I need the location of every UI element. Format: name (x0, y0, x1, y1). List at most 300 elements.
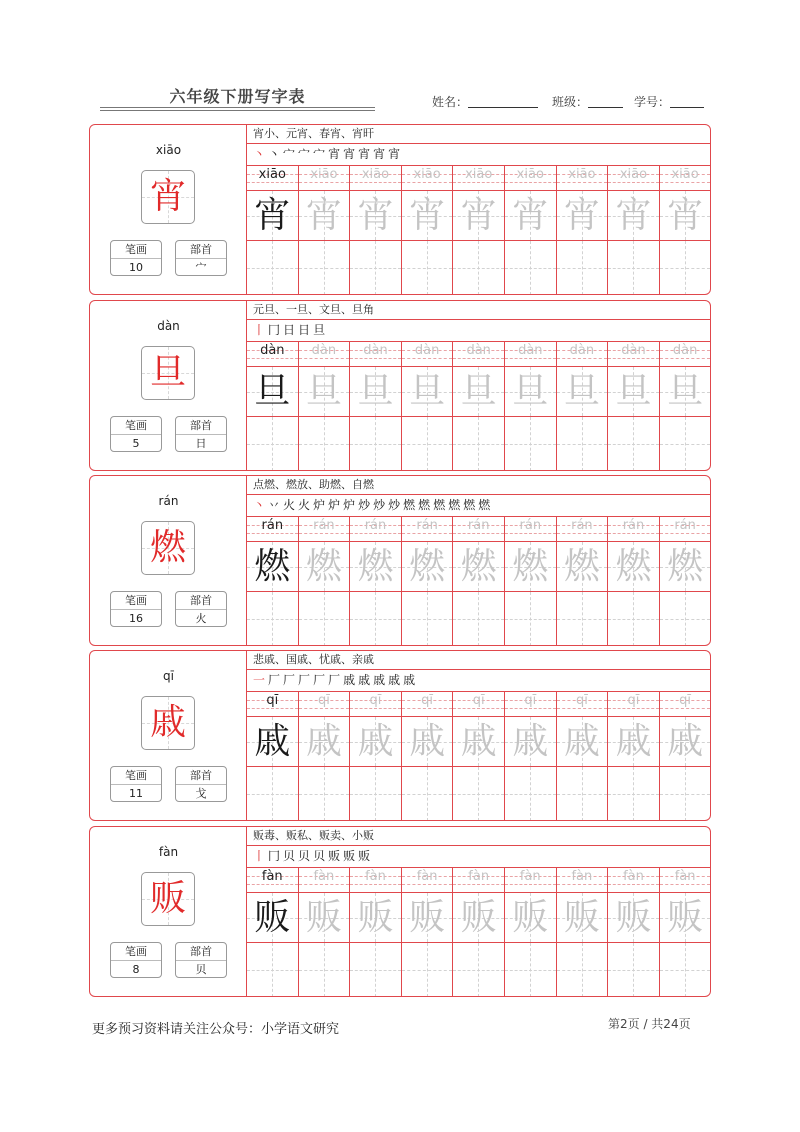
stroke-step: 贩 (358, 849, 371, 863)
trace-pinyin: rán (622, 518, 645, 533)
practice-panel (247, 125, 711, 294)
radical-label: 部首 (176, 943, 226, 961)
trace-pinyin: qī (369, 693, 382, 708)
radical-box (175, 766, 227, 802)
trace-pinyin: xiāo (413, 167, 441, 182)
practice-cell[interactable] (299, 342, 351, 471)
blank-writing-box[interactable] (453, 241, 504, 295)
trace-character: 戚 (305, 721, 342, 762)
practice-cell[interactable] (660, 692, 711, 821)
character-red: 燃 (149, 527, 186, 568)
stroke-step: 贝 (298, 849, 311, 863)
blank-writing-box[interactable] (350, 592, 401, 646)
stroke-count-box (110, 942, 162, 978)
trace-pinyin: qī (421, 693, 434, 708)
character-red: 贩 (149, 878, 186, 919)
practice-cell[interactable] (608, 166, 660, 295)
blank-writing-box[interactable] (350, 943, 401, 997)
trace-pinyin: qī (524, 693, 537, 708)
example-words: 元旦、一旦、文旦、旦角 (253, 303, 374, 316)
trace-character: 戚 (667, 721, 704, 762)
stroke-step: 戚 (403, 673, 416, 687)
trace-pinyin: fàn (674, 869, 696, 884)
character-card (89, 826, 711, 997)
practice-cell[interactable] (299, 166, 351, 295)
trace-character: 宵 (409, 195, 446, 236)
trace-pinyin: rán (416, 518, 438, 533)
practice-grid (247, 517, 711, 646)
blank-writing-box[interactable] (402, 417, 453, 471)
practice-panel (247, 476, 711, 645)
character-info-panel (90, 476, 247, 645)
trace-character: 宵 (357, 195, 394, 236)
blank-writing-box[interactable] (608, 241, 659, 295)
model-character: 戚 (254, 721, 291, 762)
blank-writing-box[interactable] (660, 417, 711, 471)
stroke-step: 冂 (268, 849, 281, 863)
radical-box (175, 942, 227, 978)
page-header (0, 0, 800, 120)
stroke-step: 宀 (283, 147, 296, 161)
title-underline-2 (100, 110, 375, 111)
stroke-step: 贩 (328, 849, 341, 863)
practice-cell[interactable] (453, 517, 505, 646)
stroke-step: 日 (298, 323, 311, 337)
practice-cell[interactable] (350, 517, 402, 646)
character-card (89, 475, 711, 646)
stroke-step: 燃 (478, 498, 491, 512)
stroke-step: 宵 (328, 147, 341, 161)
practice-cell[interactable] (608, 868, 660, 997)
stroke-step: 戚 (343, 673, 356, 687)
practice-cell[interactable] (660, 517, 711, 646)
character-pinyin: xiāo (155, 143, 182, 157)
trace-character: 燃 (667, 546, 704, 587)
radical-label: 部首 (176, 767, 226, 785)
trace-pinyin: rán (571, 518, 593, 533)
blank-writing-box[interactable] (299, 592, 350, 646)
trace-character: 贩 (615, 897, 652, 938)
blank-writing-box[interactable] (247, 592, 298, 646)
name-field[interactable] (432, 93, 538, 110)
trace-character: 宵 (305, 195, 342, 236)
practice-cell[interactable] (453, 868, 505, 997)
trace-character: 旦 (460, 371, 497, 412)
stroke-order (253, 145, 403, 163)
trace-pinyin: dàn (311, 343, 337, 358)
practice-cell[interactable] (660, 342, 711, 471)
blank-writing-box[interactable] (660, 241, 711, 295)
model-pinyin: dàn (260, 343, 285, 358)
stroke-step: 燃 (463, 498, 476, 512)
stroke-order (253, 671, 418, 689)
practice-grid (247, 692, 711, 821)
blank-writing-box[interactable] (453, 943, 504, 997)
trace-pinyin: qī (472, 693, 485, 708)
practice-cell[interactable] (402, 517, 454, 646)
model-character: 宵 (254, 195, 291, 236)
practice-cell[interactable] (557, 692, 609, 821)
blank-writing-box[interactable] (299, 241, 350, 295)
trace-pinyin: qī (575, 693, 588, 708)
character-pinyin: dàn (157, 319, 180, 333)
trace-pinyin: rán (519, 518, 542, 533)
stroke-step: 炒 (388, 498, 401, 512)
blank-writing-box[interactable] (505, 943, 556, 997)
character-info-panel (90, 827, 247, 996)
trace-character: 宵 (512, 195, 549, 236)
character-info-panel (90, 301, 247, 470)
practice-cell[interactable] (350, 692, 402, 821)
trace-character: 燃 (460, 546, 497, 587)
trace-character: 戚 (409, 721, 446, 762)
stroke-count-box (110, 591, 162, 627)
practice-cell[interactable] (557, 868, 609, 997)
trace-pinyin: xiāo (671, 167, 699, 182)
stroke-step: 燃 (448, 498, 461, 512)
name-blank[interactable] (468, 96, 538, 108)
trace-pinyin: fàn (416, 869, 438, 884)
trace-pinyin: dàn (518, 343, 543, 358)
trace-character: 燃 (512, 546, 549, 587)
trace-character: 戚 (563, 721, 600, 762)
class-field[interactable] (552, 93, 623, 110)
student-id-label: 学号： (634, 95, 671, 109)
blank-writing-box[interactable] (402, 241, 453, 295)
blank-writing-box[interactable] (299, 943, 350, 997)
model-character: 旦 (254, 371, 291, 412)
model-pinyin: fàn (261, 869, 283, 884)
stroke-step: 燃 (418, 498, 431, 512)
practice-cell[interactable] (299, 868, 351, 997)
blank-writing-box[interactable] (350, 767, 401, 821)
trace-pinyin: dàn (621, 343, 646, 358)
practice-cell[interactable] (608, 692, 660, 821)
trace-character: 贩 (512, 897, 549, 938)
character-display-box (141, 872, 195, 926)
trace-pinyin: fàn (313, 869, 335, 884)
stroke-step: 火 (298, 498, 311, 512)
practice-cell[interactable] (299, 517, 351, 646)
trace-character: 宵 (667, 195, 704, 236)
example-words: 点燃、燃放、助燃、自燃 (253, 478, 374, 491)
blank-writing-box[interactable] (247, 417, 298, 471)
practice-cell[interactable] (453, 692, 505, 821)
trace-character: 旦 (357, 371, 394, 412)
stroke-step: 丶 (268, 147, 281, 161)
stroke-count-value: 10 (129, 261, 143, 274)
trace-pinyin: rán (674, 518, 696, 533)
trace-character: 燃 (409, 546, 446, 587)
trace-character: 戚 (357, 721, 394, 762)
trace-character: 贩 (357, 897, 394, 938)
class-blank[interactable] (588, 96, 623, 108)
blank-writing-box[interactable] (505, 767, 556, 821)
practice-cell[interactable] (402, 692, 454, 821)
stroke-count-label: 笔画 (111, 417, 161, 435)
stroke-step: 炉 (343, 498, 356, 512)
trace-character: 燃 (615, 546, 652, 587)
blank-writing-box[interactable] (247, 241, 298, 295)
character-red: 旦 (149, 352, 186, 393)
blank-writing-box[interactable] (350, 241, 401, 295)
trace-character: 贩 (305, 897, 342, 938)
character-pinyin: qī (163, 669, 174, 683)
radical-value: 日 (195, 437, 207, 450)
blank-writing-box[interactable] (608, 592, 659, 646)
blank-writing-box[interactable] (505, 241, 556, 295)
trace-pinyin: qī (679, 693, 692, 708)
stroke-step: 燃 (433, 498, 446, 512)
practice-cell[interactable] (608, 517, 660, 646)
radical-box (175, 591, 227, 627)
character-display-box (141, 170, 195, 224)
radical-value: 火 (195, 612, 207, 625)
example-words: 悲戚、国戚、忧戚、亲戚 (253, 653, 374, 666)
practice-grid (247, 868, 711, 997)
practice-cell (247, 342, 299, 471)
trace-pinyin: rán (313, 518, 335, 533)
blank-writing-box[interactable] (247, 943, 298, 997)
trace-pinyin: dàn (672, 343, 698, 358)
practice-cell (247, 517, 299, 646)
trace-pinyin: rán (364, 518, 387, 533)
practice-cell[interactable] (557, 517, 609, 646)
radical-value: 贝 (195, 963, 207, 976)
practice-cell[interactable] (505, 166, 557, 295)
student-id-blank[interactable] (670, 96, 704, 108)
blank-writing-box[interactable] (402, 767, 453, 821)
practice-cell (247, 868, 299, 997)
stroke-count-label: 笔画 (111, 592, 161, 610)
blank-writing-box[interactable] (660, 767, 711, 821)
trace-character: 旦 (615, 371, 652, 412)
stroke-step: 丨 (253, 323, 266, 337)
practice-cell[interactable] (557, 342, 609, 471)
character-display-box (141, 346, 195, 400)
trace-pinyin: rán (467, 518, 490, 533)
character-info-panel (90, 125, 247, 294)
stroke-step: 宵 (358, 147, 371, 161)
radical-label: 部首 (176, 592, 226, 610)
practice-cell[interactable] (453, 166, 505, 295)
blank-writing-box[interactable] (505, 417, 556, 471)
blank-writing-box[interactable] (247, 767, 298, 821)
stroke-count-label: 笔画 (111, 943, 161, 961)
trace-character: 旦 (305, 371, 342, 412)
example-words: 贩毒、贩私、贩卖、小贩 (253, 829, 374, 842)
practice-cell[interactable] (402, 868, 454, 997)
practice-cell (247, 692, 299, 821)
blank-writing-box[interactable] (660, 592, 711, 646)
stroke-step: 炒 (358, 498, 371, 512)
stroke-count-value: 11 (129, 787, 143, 800)
stroke-step: 燃 (403, 498, 416, 512)
stroke-step: 贝 (313, 849, 326, 863)
stroke-step: 戚 (358, 673, 371, 687)
practice-cell[interactable] (402, 166, 454, 295)
stroke-step: 宵 (373, 147, 386, 161)
blank-writing-box[interactable] (557, 241, 608, 295)
model-pinyin: rán (261, 518, 284, 533)
trace-character: 贩 (409, 897, 446, 938)
trace-character: 贩 (460, 897, 497, 938)
stroke-step: 炉 (313, 498, 326, 512)
stroke-step: 戚 (388, 673, 401, 687)
stroke-order (253, 847, 373, 865)
trace-pinyin: xiāo (310, 167, 338, 182)
trace-pinyin: xiāo (516, 167, 544, 182)
stroke-step: 炉 (328, 498, 341, 512)
stroke-step: 贩 (343, 849, 356, 863)
trace-pinyin: fàn (468, 869, 490, 884)
page-title: 六年级下册写字表 (169, 87, 306, 106)
radical-label: 部首 (176, 417, 226, 435)
stroke-step: 厂 (298, 673, 311, 687)
trace-pinyin: dàn (414, 343, 440, 358)
stroke-step: 宀 (313, 147, 326, 161)
blank-writing-box[interactable] (608, 767, 659, 821)
stroke-step: 贝 (283, 849, 296, 863)
stroke-count-value: 16 (129, 612, 143, 625)
stroke-step: 火 (283, 498, 296, 512)
model-character: 贩 (254, 897, 291, 938)
character-display-box (141, 521, 195, 575)
practice-cell[interactable] (660, 166, 711, 295)
stroke-step: 冂 (268, 323, 281, 337)
stroke-step: 宵 (343, 147, 356, 161)
blank-writing-box[interactable] (660, 943, 711, 997)
stroke-step: 厂 (313, 673, 326, 687)
blank-writing-box[interactable] (557, 943, 608, 997)
blank-writing-box[interactable] (608, 417, 659, 471)
blank-writing-box[interactable] (505, 592, 556, 646)
trace-character: 燃 (563, 546, 600, 587)
practice-cell[interactable] (350, 166, 402, 295)
radical-label: 部首 (176, 241, 226, 259)
trace-character: 戚 (615, 721, 652, 762)
practice-cell[interactable] (505, 868, 557, 997)
stroke-step: 炒 (373, 498, 386, 512)
stroke-count-value: 8 (132, 963, 140, 976)
model-character: 燃 (254, 546, 291, 587)
stroke-count-label: 笔画 (111, 241, 161, 259)
character-red: 宵 (149, 176, 186, 217)
trace-pinyin: xiāo (619, 167, 648, 182)
character-pinyin: rán (158, 494, 179, 508)
stroke-step: 丶 (253, 498, 266, 512)
practice-cell[interactable] (505, 517, 557, 646)
blank-writing-box[interactable] (402, 943, 453, 997)
trace-character: 燃 (357, 546, 394, 587)
practice-cell[interactable] (505, 342, 557, 471)
practice-cell[interactable] (350, 868, 402, 997)
blank-writing-box[interactable] (299, 417, 350, 471)
blank-writing-box[interactable] (350, 417, 401, 471)
trace-character: 旦 (563, 371, 600, 412)
radical-box (175, 240, 227, 276)
radical-value: 宀 (195, 261, 207, 274)
practice-panel (247, 827, 711, 996)
example-words: 宵小、元宵、春宵、宵旰 (253, 127, 374, 140)
trace-character: 宵 (460, 195, 497, 236)
blank-writing-box[interactable] (557, 417, 608, 471)
trace-pinyin: xiāo (465, 167, 493, 182)
character-info-panel (90, 651, 247, 820)
stroke-count-box (110, 416, 162, 452)
stroke-step: 厂 (283, 673, 296, 687)
blank-writing-box[interactable] (402, 592, 453, 646)
practice-cell[interactable] (557, 166, 609, 295)
practice-cell[interactable] (350, 342, 402, 471)
trace-pinyin: dàn (363, 343, 388, 358)
trace-pinyin: qī (317, 693, 330, 708)
trace-pinyin: fàn (519, 869, 541, 884)
page-number: 第2页 / 共24页 (608, 1017, 691, 1031)
practice-cell[interactable] (608, 342, 660, 471)
practice-cell[interactable] (505, 692, 557, 821)
practice-cell[interactable] (402, 342, 454, 471)
title-underline (100, 107, 375, 108)
practice-panel (247, 651, 711, 820)
practice-grid (247, 166, 711, 295)
blank-writing-box[interactable] (557, 767, 608, 821)
trace-pinyin: dàn (569, 343, 595, 358)
trace-character: 宵 (615, 195, 652, 236)
blank-writing-box[interactable] (453, 417, 504, 471)
stroke-count-box (110, 240, 162, 276)
character-red: 戚 (149, 702, 186, 743)
practice-cell[interactable] (299, 692, 351, 821)
stroke-order (253, 321, 328, 339)
stroke-step: 一 (253, 673, 266, 687)
trace-pinyin: xiāo (568, 167, 596, 182)
stroke-step: 宀 (298, 147, 311, 161)
practice-cell[interactable] (660, 868, 711, 997)
character-card (89, 124, 711, 295)
stroke-order (253, 496, 493, 514)
model-pinyin: qī (266, 693, 279, 708)
stroke-step: 宵 (388, 147, 401, 161)
stroke-step: 丨 (253, 849, 266, 863)
stroke-count-box (110, 766, 162, 802)
student-id-field[interactable] (634, 93, 704, 110)
blank-writing-box[interactable] (453, 767, 504, 821)
character-display-box (141, 696, 195, 750)
stroke-step: 丷 (268, 498, 281, 512)
blank-writing-box[interactable] (608, 943, 659, 997)
trace-pinyin: fàn (623, 869, 644, 884)
stroke-step: 厂 (268, 673, 281, 687)
trace-character: 燃 (305, 546, 342, 587)
radical-box (175, 416, 227, 452)
stroke-step: 戚 (373, 673, 386, 687)
character-card (89, 300, 711, 471)
stroke-step: 丶 (253, 147, 266, 161)
blank-writing-box[interactable] (299, 767, 350, 821)
model-pinyin: xiāo (258, 167, 286, 182)
blank-writing-box[interactable] (557, 592, 608, 646)
blank-writing-box[interactable] (453, 592, 504, 646)
trace-character: 戚 (460, 721, 497, 762)
stroke-step: 厂 (328, 673, 341, 687)
trace-pinyin: fàn (571, 869, 593, 884)
practice-cell[interactable] (453, 342, 505, 471)
trace-character: 贩 (563, 897, 600, 938)
name-label: 姓名： (432, 95, 469, 109)
trace-character: 贩 (667, 897, 704, 938)
footer-promo: 更多预习资料请关注公众号：小学语文研究 (92, 1022, 340, 1037)
